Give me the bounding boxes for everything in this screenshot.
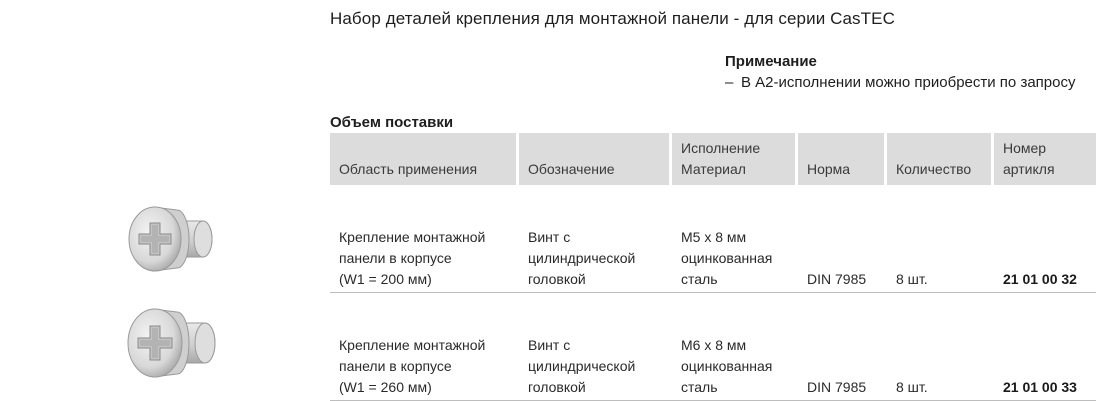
note-dash: – — [725, 74, 734, 91]
cell-designation: Винт с цилиндрической головкой — [528, 229, 636, 287]
header-norm: Норма — [798, 133, 884, 185]
page-title: Набор деталей крепления для монтажной панели - для серии CasTEC — [330, 9, 895, 28]
note-block — [725, 53, 1085, 93]
cell-article-number: 21 01 00 32 — [1003, 271, 1077, 287]
header-article-number: Номер артикля — [994, 133, 1096, 185]
cell-norm: DIN 7985 — [807, 379, 867, 395]
header-designation: Обозначение — [519, 133, 669, 185]
header-quantity: Количество — [887, 133, 991, 185]
cell-norm: DIN 7985 — [807, 271, 867, 287]
cell-application: Крепление монтажной панели в корпусе (W1 = 260 мм) — [339, 337, 486, 395]
table-row — [330, 293, 1096, 401]
cell-application: Крепление монтажной панели в корпусе (W1 = 200 мм) — [339, 229, 486, 287]
cell-quantity: 8 шт. — [896, 379, 928, 395]
note-item — [725, 73, 1085, 93]
cell-designation: Винт с цилиндрической головкой — [528, 337, 636, 395]
cell-article-number: 21 01 00 33 — [1003, 379, 1077, 395]
note-text: В А2-исполнении можно приобрести по запросу — [741, 74, 1076, 91]
scope-table — [330, 133, 1096, 401]
note-title: Примечание — [725, 53, 817, 70]
scope-of-delivery-title: Объем поставки — [330, 114, 454, 131]
header-application: Область применения — [330, 133, 516, 185]
cell-material: М6 х 8 мм оцинкованная сталь — [681, 337, 773, 395]
table-row — [330, 185, 1096, 293]
table-header-row — [330, 133, 1096, 185]
cell-quantity: 8 шт. — [896, 271, 928, 287]
phillips-screw-icon — [125, 201, 220, 279]
cell-material: М5 х 8 мм оцинкованная сталь — [681, 229, 773, 287]
phillips-screw-icon — [125, 305, 220, 383]
header-material: Исполнение Материал — [672, 133, 795, 185]
